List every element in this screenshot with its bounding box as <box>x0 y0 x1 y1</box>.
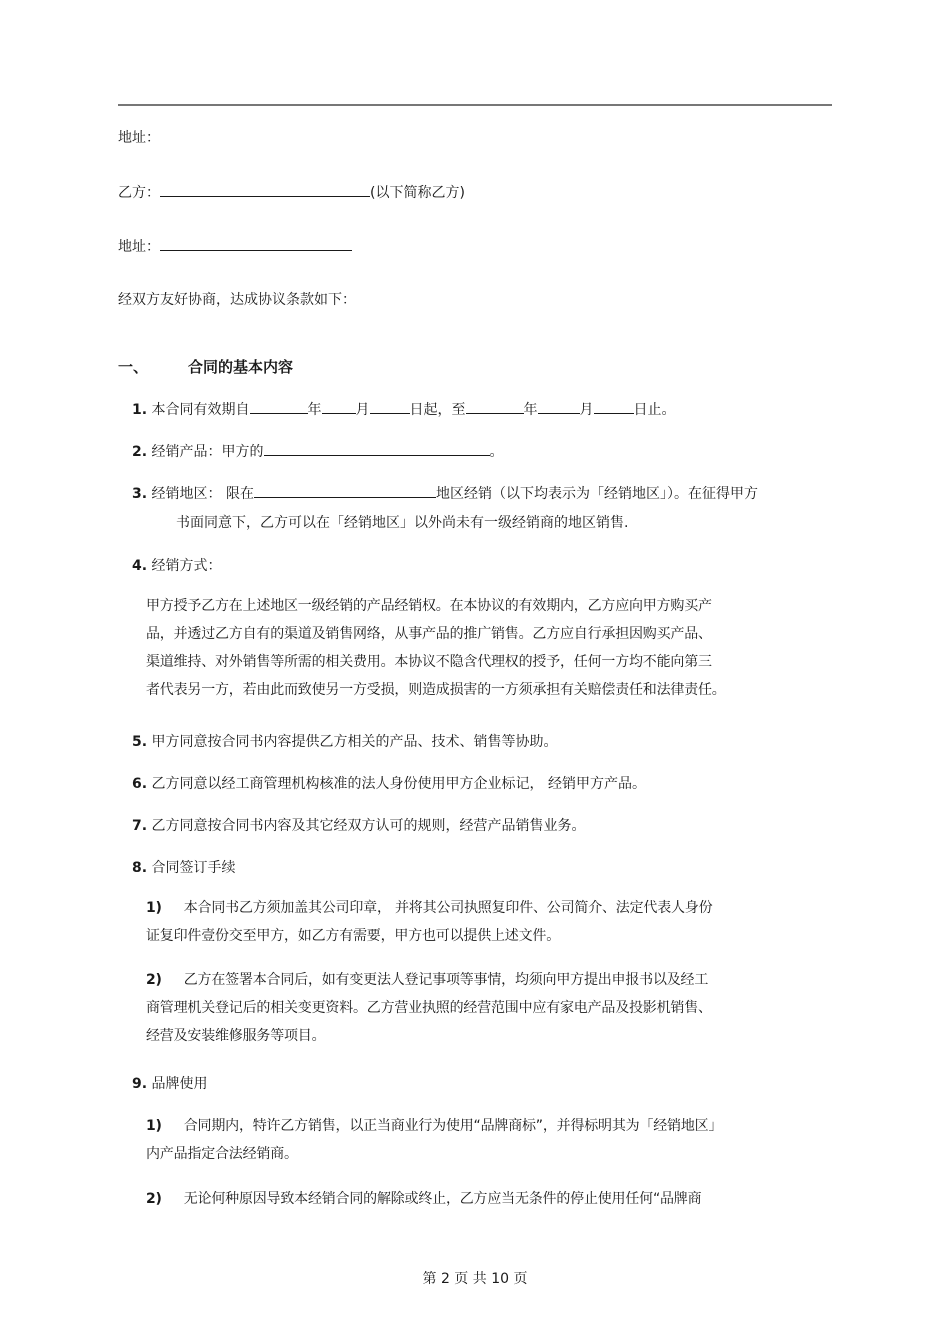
address-label-2: 地址： <box>118 239 160 255</box>
party-b-suffix: (以下简称乙方) <box>370 185 465 201</box>
item-4-body: 甲方授予乙方在上述地区一级经销的产品经销权。在本协议的有效期内，乙方应向甲方购买产 品，并透过乙方自有的渠道及销售网络，从事产品的推广销售。乙方应自行承担因购买产品、 渠道维持、对外销售等所需的相关费用。本协议不隐含代理权的授予，任何一方均不能向第三 者代表另一方，若由此而致使另一方受损，则造成损害的一方须承担有关赔偿责任和法律责任。 <box>146 598 726 698</box>
item-4: 4. 经销方式： <box>132 558 222 574</box>
party-b-label: 乙方： <box>118 185 160 201</box>
item-7: 7. 乙方同意按合同书内容及其它经双方认可的规则，经营产品销售业务。 <box>132 818 586 834</box>
start-day-blank[interactable] <box>370 399 410 414</box>
item-2: 2. 经销产品：甲方的 。 <box>132 441 504 462</box>
party-b-blank[interactable] <box>160 182 370 197</box>
section-heading <box>118 357 293 377</box>
region-blank[interactable] <box>254 483 436 498</box>
address-blank[interactable] <box>160 236 352 251</box>
end-day-blank[interactable] <box>594 399 634 414</box>
item-9-1: 1) 合同期内，特许乙方销售，以正当商业行为使用“品牌商标”，并得标明其为「经销地区」 内产品指定合法经销商。 <box>146 1118 723 1162</box>
header-rule <box>118 104 832 106</box>
party-b-line <box>118 182 465 203</box>
start-month-blank[interactable] <box>322 399 356 414</box>
address-label-1: 地址： <box>118 130 160 146</box>
item-6: 6. 乙方同意以经工商管理机构核准的法人身份使用甲方企业标记， 经销甲方产品。 <box>132 776 646 792</box>
item-5: 5. 甲方同意按合同书内容提供乙方相关的产品、技术、销售等协助。 <box>132 734 558 750</box>
address-line-2 <box>118 236 352 257</box>
item-8: 8. 合同签订手续 <box>132 860 236 876</box>
page-footer: 第 2 页 共 10 页 <box>422 1271 528 1287</box>
item-1: 1. 本合同有效期自 年 月 日起，至 年 月 日止。 <box>132 399 676 420</box>
start-year-blank[interactable] <box>250 399 308 414</box>
item-3: 3. 经销地区： 限在 地区经销（以下均表示为「经销地区」）。在征得甲方 <box>132 483 758 504</box>
item-9: 9. 品牌使用 <box>132 1076 208 1092</box>
intro-text: 经双方友好协商，达成协议条款如下： <box>118 292 356 308</box>
section-title: 合同的基本内容 <box>188 358 294 376</box>
item-9-2: 2) 无论何种原因导致本经销合同的解除或终止，乙方应当无条件的停止使用任何“品牌商 <box>146 1191 702 1207</box>
item-8-2: 2) 乙方在签署本合同后，如有变更法人登记事项等事情，均须向甲方提出申报书以及经工 商管理机关登记后的相关变更资料。乙方营业执照的经营范围中应有家电产品及投影机销售、 经营及安装维修服务等项目。 <box>146 972 712 1044</box>
section-number: 一、 <box>118 358 149 376</box>
item-8-1: 1) 本合同书乙方须加盖其公司印章， 并将其公司执照复印件、公司简介、法定代表人身份 证复印件壹份交至甲方，如乙方有需要，甲方也可以提供上述文件。 <box>146 900 713 944</box>
product-blank[interactable] <box>264 441 490 456</box>
end-year-blank[interactable] <box>466 399 524 414</box>
end-month-blank[interactable] <box>538 399 580 414</box>
item-3-line-2: 书面同意下，乙方可以在「经销地区」以外尚未有一级经销商的地区销售. <box>176 515 629 531</box>
